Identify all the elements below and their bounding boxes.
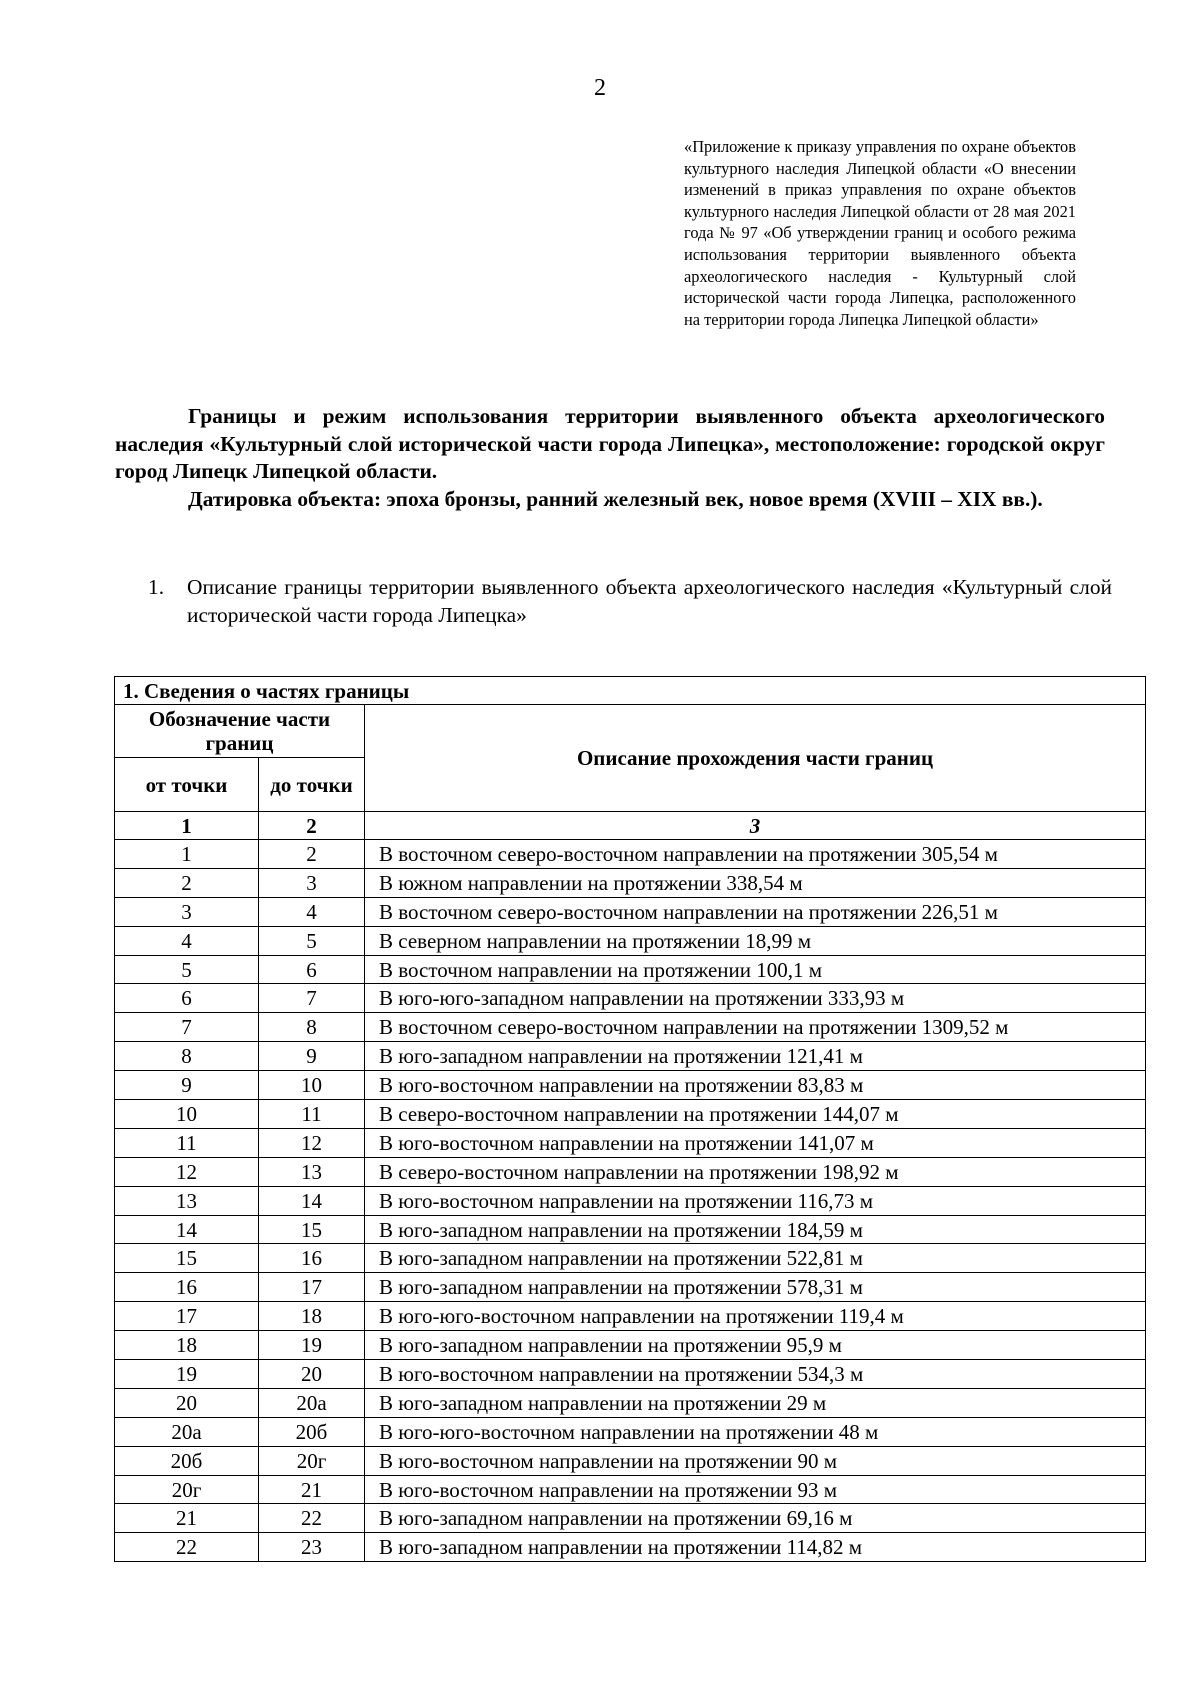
table-row — [115, 1042, 1146, 1071]
row-to-point: 18 — [259, 1302, 365, 1331]
row-from-point: 22 — [115, 1533, 259, 1562]
table-row — [115, 1013, 1146, 1042]
row-from-point: 12 — [115, 1157, 259, 1186]
table-row — [115, 1186, 1146, 1215]
page-number: 2 — [594, 75, 606, 101]
row-description: В юго-восточном направлении на протяжении 83,83 м — [365, 1071, 1146, 1100]
table-row — [115, 984, 1146, 1013]
table-row — [115, 1388, 1146, 1417]
row-to-point: 16 — [259, 1244, 365, 1273]
row-from-point: 4 — [115, 926, 259, 955]
row-from-point: 20б — [115, 1446, 259, 1475]
row-description: В юго-восточном направлении на протяжении 534,3 м — [365, 1360, 1146, 1389]
row-description: В юго-восточном направлении на протяжении 93 м — [365, 1475, 1146, 1504]
row-to-point: 5 — [259, 926, 365, 955]
table-row — [115, 1244, 1146, 1273]
row-description: В восточном направлении на протяжении 100,1 м — [365, 955, 1146, 984]
row-description: В юго-западном направлении на протяжении 95,9 м — [365, 1331, 1146, 1360]
table-row — [115, 840, 1146, 869]
row-to-point: 20 — [259, 1360, 365, 1389]
heading-title: Границы и режим использования территории выявленного объекта археологического наследия «Культурный слой исторической части города Липецка», местоположение: городской округ город Липецк Липецкой области. — [115, 404, 1105, 483]
row-description: В юго-западном направлении на протяжении 522,81 м — [365, 1244, 1146, 1273]
row-from-point: 3 — [115, 897, 259, 926]
table-row — [115, 955, 1146, 984]
row-description: В юго-западном направлении на протяжении 184,59 м — [365, 1215, 1146, 1244]
row-description: В северном направлении на протяжении 18,99 м — [365, 926, 1146, 955]
row-description: В юго-западном направлении на протяжении 114,82 м — [365, 1533, 1146, 1562]
row-description: В юго-восточном направлении на протяжении 141,07 м — [365, 1128, 1146, 1157]
row-description: В северо-восточном направлении на протяжении 198,92 м — [365, 1157, 1146, 1186]
row-description: В юго-восточном направлении на протяжении 90 м — [365, 1446, 1146, 1475]
table-body — [115, 840, 1146, 1562]
table-row — [115, 1475, 1146, 1504]
table-row — [115, 1533, 1146, 1562]
table-row — [115, 1157, 1146, 1186]
row-to-point: 3 — [259, 868, 365, 897]
column-number: 1 — [115, 812, 259, 840]
row-to-point: 7 — [259, 984, 365, 1013]
table-row — [115, 1302, 1146, 1331]
heading-dating: Датировка объекта: эпоха бронзы, ранний железный век, новое время (XVIII – XIX вв.). — [188, 486, 1043, 511]
row-from-point: 7 — [115, 1013, 259, 1042]
table-row — [115, 1446, 1146, 1475]
row-from-point: 15 — [115, 1244, 259, 1273]
table-row — [115, 1100, 1146, 1129]
row-to-point: 2 — [259, 840, 365, 869]
row-from-point: 5 — [115, 955, 259, 984]
column-number: 2 — [259, 812, 365, 840]
row-to-point: 19 — [259, 1331, 365, 1360]
row-description: В юго-западном направлении на протяжении 578,31 м — [365, 1273, 1146, 1302]
row-from-point: 17 — [115, 1302, 259, 1331]
row-from-point: 6 — [115, 984, 259, 1013]
row-to-point: 20б — [259, 1417, 365, 1446]
row-to-point: 14 — [259, 1186, 365, 1215]
row-description: В восточном северо-восточном направлении на протяжении 1309,52 м — [365, 1013, 1146, 1042]
row-description: В южном направлении на протяжении 338,54 м — [365, 868, 1146, 897]
row-to-point: 13 — [259, 1157, 365, 1186]
header-description: Описание прохождения части границ — [365, 705, 1146, 812]
row-to-point: 22 — [259, 1504, 365, 1533]
table-row — [115, 1215, 1146, 1244]
column-number: 3 — [365, 812, 1146, 840]
header-designation: Обозначение части границ — [115, 705, 365, 758]
row-from-point: 20 — [115, 1388, 259, 1417]
table-row — [115, 1331, 1146, 1360]
row-description: В восточном северо-восточном направлении на протяжении 305,54 м — [365, 840, 1146, 869]
table-row — [115, 1273, 1146, 1302]
row-to-point: 9 — [259, 1042, 365, 1071]
row-to-point: 20г — [259, 1446, 365, 1475]
row-description: В юго-западном направлении на протяжении 69,16 м — [365, 1504, 1146, 1533]
row-to-point: 17 — [259, 1273, 365, 1302]
row-from-point: 19 — [115, 1360, 259, 1389]
table-caption: 1. Сведения о частях границы — [115, 677, 1146, 705]
row-from-point: 11 — [115, 1128, 259, 1157]
row-from-point: 10 — [115, 1100, 259, 1129]
row-description: В юго-западном направлении на протяжении 121,41 м — [365, 1042, 1146, 1071]
table-row — [115, 1360, 1146, 1389]
table-row — [115, 868, 1146, 897]
appendix-note: «Приложение к приказу управления по охране объектов культурного наследия Липецкой области «О внесении изменений в приказ управления по охране объектов культурного наследия Липецкой области от 28 мая 2021 года № 97 «Об утверждении границ и особого режима использования территории выявленного объекта археологического наследия - Культурный слой исторической части города Липецка, расположенного на территории города Липецка Липецкой области» — [684, 137, 1076, 329]
row-description: В юго-юго-восточном направлении на протяжении 48 м — [365, 1417, 1146, 1446]
table-row — [115, 1071, 1146, 1100]
row-to-point: 4 — [259, 897, 365, 926]
row-to-point: 15 — [259, 1215, 365, 1244]
row-from-point: 18 — [115, 1331, 259, 1360]
row-description: В северо-восточном направлении на протяжении 144,07 м — [365, 1100, 1146, 1129]
row-to-point: 20а — [259, 1388, 365, 1417]
row-to-point: 6 — [259, 955, 365, 984]
section-number: 1. — [148, 575, 165, 599]
row-from-point: 13 — [115, 1186, 259, 1215]
row-to-point: 8 — [259, 1013, 365, 1042]
row-from-point: 14 — [115, 1215, 259, 1244]
row-from-point: 21 — [115, 1504, 259, 1533]
row-description: В юго-западном направлении на протяжении 29 м — [365, 1388, 1146, 1417]
row-from-point: 20г — [115, 1475, 259, 1504]
table-row — [115, 1504, 1146, 1533]
table-row — [115, 1128, 1146, 1157]
section-item — [148, 573, 1112, 629]
header-from-point: от точки — [115, 758, 259, 812]
row-from-point: 2 — [115, 868, 259, 897]
boundary-parts-table — [114, 676, 1146, 1562]
row-to-point: 11 — [259, 1100, 365, 1129]
table-row — [115, 897, 1146, 926]
row-description: В юго-юго-восточном направлении на протяжении 119,4 м — [365, 1302, 1146, 1331]
row-from-point: 1 — [115, 840, 259, 869]
header-to-point: до точки — [259, 758, 365, 812]
row-to-point: 10 — [259, 1071, 365, 1100]
row-to-point: 23 — [259, 1533, 365, 1562]
row-description: В юго-юго-западном направлении на протяжении 333,93 м — [365, 984, 1146, 1013]
row-from-point: 8 — [115, 1042, 259, 1071]
row-from-point: 16 — [115, 1273, 259, 1302]
table-row — [115, 926, 1146, 955]
row-description: В юго-восточном направлении на протяжении 116,73 м — [365, 1186, 1146, 1215]
row-from-point: 9 — [115, 1071, 259, 1100]
document-heading — [115, 403, 1105, 513]
section-text: Описание границы территории выявленного объекта археологического наследия «Культурный слой исторической части города Липецка» — [187, 575, 1112, 627]
row-description: В восточном северо-восточном направлении на протяжении 226,51 м — [365, 897, 1146, 926]
row-to-point: 12 — [259, 1128, 365, 1157]
table-row — [115, 1417, 1146, 1446]
row-to-point: 21 — [259, 1475, 365, 1504]
row-from-point: 20а — [115, 1417, 259, 1446]
